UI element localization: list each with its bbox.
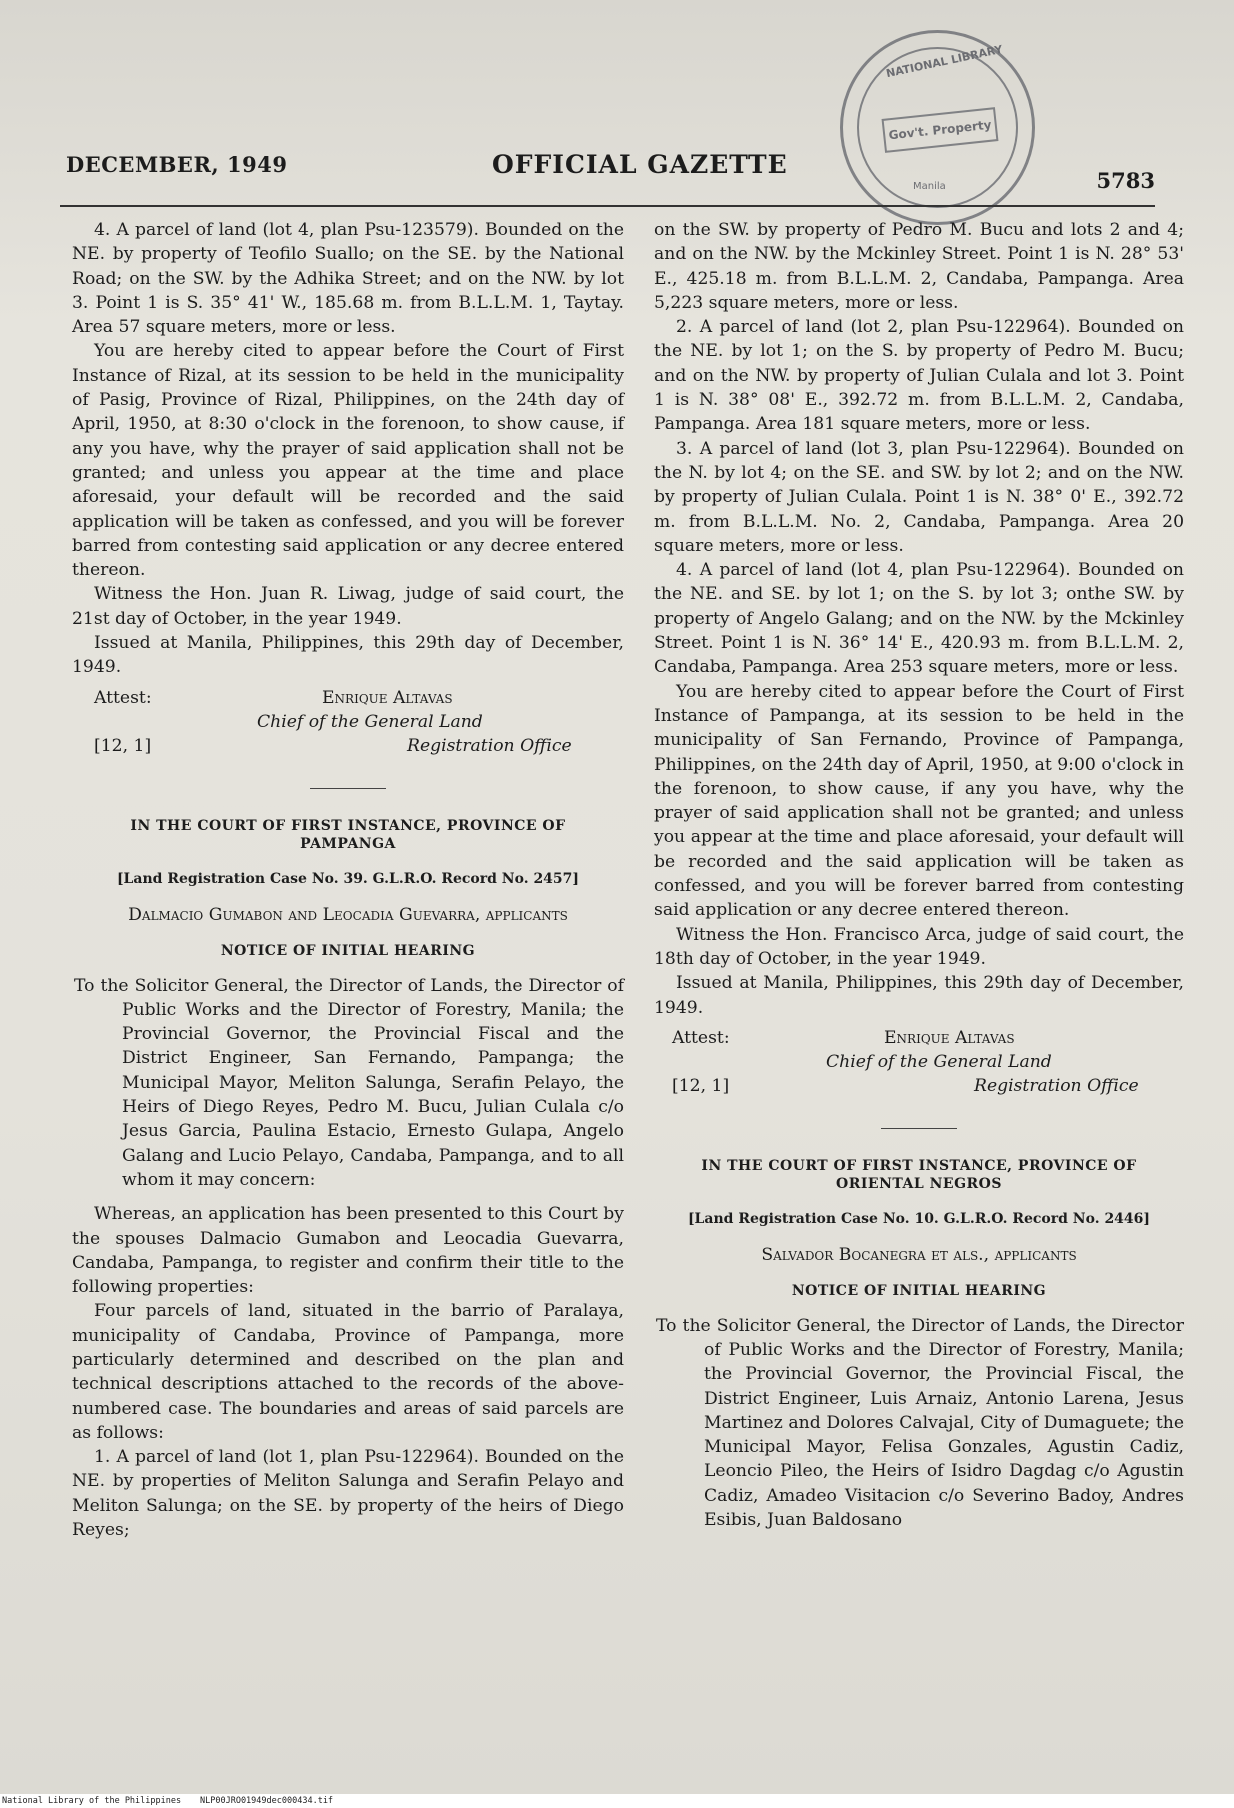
continuation-paragraph: on the SW. by property of Pedro M. Bucu and lots 2 and 4; and on the NW. by the Mckinley Street. Point 1 is N. 28° 53' E., 425.18 m. from B.L.L.M. 2, Candaba, Pampanga. Area 5,223 square meters, more or less. xyxy=(654,220,1184,313)
parcel2-paragraph: 2. A parcel of land (lot 2, plan Psu-122964). Bounded on the NE. by lot 1; on the S. by property of Pedro M. Bucu; and on the NW. by property of Julian Culala and lot 3. Point 1 is N. 38° 08' E., 392.72 m. from B.L.L.M. 2, Candaba, Pampanga. Area 181 square meters, more or less. xyxy=(654,317,1184,435)
attest-block xyxy=(654,1022,1184,1098)
attest-ref: [12, 1] xyxy=(672,1075,730,1096)
right-column xyxy=(654,218,1184,1532)
attest-block xyxy=(72,682,624,758)
attest-title-2: Registration Office xyxy=(974,1075,1139,1096)
attest-title-1: Chief of the General Land xyxy=(826,1051,1052,1072)
four-parcels-paragraph: Four parcels of land, situated in the barrio of Paralaya, municipality of Candaba, Province of Pampanga, more particularly determined and described on the plan and technical descriptions attached to the records of the above-numbered case. The boundaries and areas of said parcels are as follows: xyxy=(72,1301,624,1443)
issued-paragraph: Issued at Manila, Philippines, this 29th day of December, 1949. xyxy=(654,973,1184,1018)
header-page-number: 5783 xyxy=(1096,168,1155,193)
court-heading: IN THE COURT OF FIRST INSTANCE, PROVINCE OF PAMPANGA xyxy=(130,817,566,852)
addressees: To the Solicitor General, the Director of Lands, the Director of Public Works and the Director of Forestry, Manila; the Provincial Governor, the Provincial Fiscal and the District Engineer, San Fernando, Pampanga; the Municipal Mayor, Meliton Salunga, Serafin Pelayo, the Heirs of Diego Reyes, Pedro M. Bucu, Julian Culala c/o Jesus Garcia, Paulina Estacio, Ernesto Gulapa, Angelo Galang and Lucio Pelayo, Candaba, Pampanga, and to all whom it may concern: xyxy=(74,975,624,1190)
notice-title: NOTICE OF INITIAL HEARING xyxy=(220,943,476,960)
attest-label: Attest: xyxy=(94,687,152,708)
stamp-arc-text: NATIONAL LIBRARY xyxy=(884,42,1004,81)
attest-title-1: Chief of the General Land xyxy=(257,711,483,732)
cited-paragraph: You are hereby cited to appear before the Court of First Instance of Pampanga, at its session to be held in the municipality of San Fernando, Province of Pampanga, Philippines, on the 24th day of April, 1950, at 9:00 o'clock in the forenoon, to show cause, if any you have, why the prayer of said application shall not be granted; and unless you appear at the time and place aforesaid, your default will be recorded and the said application will be taken as confessed, and you will be forever barred from contesting said application or any decree entered thereon. xyxy=(654,681,1184,921)
attest-name: Enrique Altavas xyxy=(322,687,453,708)
spacer xyxy=(72,1192,624,1202)
attest-label: Attest: xyxy=(672,1027,730,1048)
addressees: To the Solicitor General, the Director of Lands, the Director of Public Works and the Director of Forestry, Manila; the Provincial Governor, the Provincial Fiscal, the District Engineer, Luis Arnaiz, Antonio Larena, Jesus Martinez and Dolores Calvajal, City of Dumaguete; the Municipal Mayor, Felisa Gonzales, Agustin Cadiz, Leoncio Pileo, the Heirs of Isidro Dagdag c/o Agustin Cadiz, Amadeo Visitacion c/o Severino Badoy, Andres Esibis, Juan Baldosano xyxy=(656,1315,1184,1531)
header-title: OFFICIAL GAZETTE xyxy=(492,150,788,179)
court-heading: IN THE COURT OF FIRST INSTANCE, PROVINCE OF ORIENTAL NEGROS xyxy=(701,1157,1137,1192)
lot4-paragraph: 4. A parcel of land (lot 4, plan Psu-123579). Bounded on the NE. by property of Teofilo Suallo; on the SE. by the National Road; on the SW. by the Adhika Street; and on the NW. by lot 3. Point 1 is S. 35° 41' W., 185.68 m. from B.L.L.M. 1, Taytay. Area 57 square meters, more or less. xyxy=(72,220,624,338)
notice-title: NOTICE OF INITIAL HEARING xyxy=(791,1283,1047,1300)
witness-paragraph: Witness the Hon. Francisco Arca, judge of said court, the 18th day of October, in the year 1949. xyxy=(654,924,1184,969)
section-divider xyxy=(881,1128,957,1129)
parcel3-paragraph: 3. A parcel of land (lot 3, plan Psu-122964). Bounded on the N. by lot 4; on the SE. and SW. by lot 2; and on the NW. by property of Julian Culala. Point 1 is N. 38° 0' E., 392.72 m. from B.L.L.M. No. 2, Candaba, Pampanga. Area 20 square meters, more or less. xyxy=(654,438,1184,556)
applicants: Dalmacio Gumabon and Leocadia Guevarra, applicants xyxy=(128,904,568,925)
header-date: DECEMBER, 1949 xyxy=(66,152,288,177)
parcel1-paragraph: 1. A parcel of land (lot 1, plan Psu-122964). Bounded on the NE. by properties of Meliton Salunga and Serafin Pelayo and Meliton Salunga; on the SE. by property of the heirs of Diego Reyes; xyxy=(72,1447,624,1541)
case-line: [Land Registration Case No. 39. G.L.R.O. Record No. 2457] xyxy=(116,870,580,887)
attest-title-2: Registration Office xyxy=(407,735,572,756)
scan-footer xyxy=(0,1794,1234,1808)
case-line: [Land Registration Case No. 10. G.L.R.O. Record No. 2446] xyxy=(687,1210,1151,1227)
attest-ref: [12, 1] xyxy=(94,735,152,756)
applicants: Salvador Bocanegra et als., applicants xyxy=(761,1245,1077,1266)
left-column xyxy=(72,218,624,1542)
library-stamp xyxy=(840,30,1035,225)
attest-name: Enrique Altavas xyxy=(884,1027,1015,1048)
whereas-paragraph: Whereas, an application has been presented to this Court by the spouses Dalmacio Gumabon and Leocadia Guevarra, Candaba, Pampanga, to register and confirm their title to the following properties: xyxy=(72,1204,624,1298)
issued-paragraph: Issued at Manila, Philippines, this 29th day of December, 1949. xyxy=(72,633,624,678)
header-rule xyxy=(60,205,1155,207)
section-divider xyxy=(310,788,386,789)
footer-filename: NLP00JRO01949dec000434.tif xyxy=(200,1796,334,1806)
footer-library: National Library of the Philippines xyxy=(2,1796,182,1806)
parcel4-paragraph: 4. A parcel of land (lot 4, plan Psu-122964). Bounded on the NE. and SE. by lot 1; on the S. by lot 3; onthe SW. by property of Angelo Galang; and on the NW. by the Mckinley Street. Point 1 is N. 36° 14' E., 420.93 m. from B.L.L.M. 2, Candaba, Pampanga. Area 253 square meters, more or less. xyxy=(654,560,1184,678)
witness-paragraph: Witness the Hon. Juan R. Liwag, judge of said court, the 21st day of October, in the year 1949. xyxy=(72,584,624,629)
cited-paragraph: You are hereby cited to appear before the Court of First Instance of Rizal, at its session to be held in the municipality of Pasig, Province of Rizal, Philippines, on the 24th day of April, 1950, at 8:30 o'clock in the forenoon, to show cause, if any you have, why the prayer of said application shall not be granted; and unless you appear at the time and place aforesaid, your default will be recorded and the said application will be taken as confessed, and you will be forever barred from contesting said application or any decree entered thereon. xyxy=(72,341,624,581)
page-header xyxy=(60,150,1155,194)
stamp-box-text: Gov't. Property xyxy=(882,107,999,153)
stamp-bottom-text: Manila xyxy=(913,181,946,192)
